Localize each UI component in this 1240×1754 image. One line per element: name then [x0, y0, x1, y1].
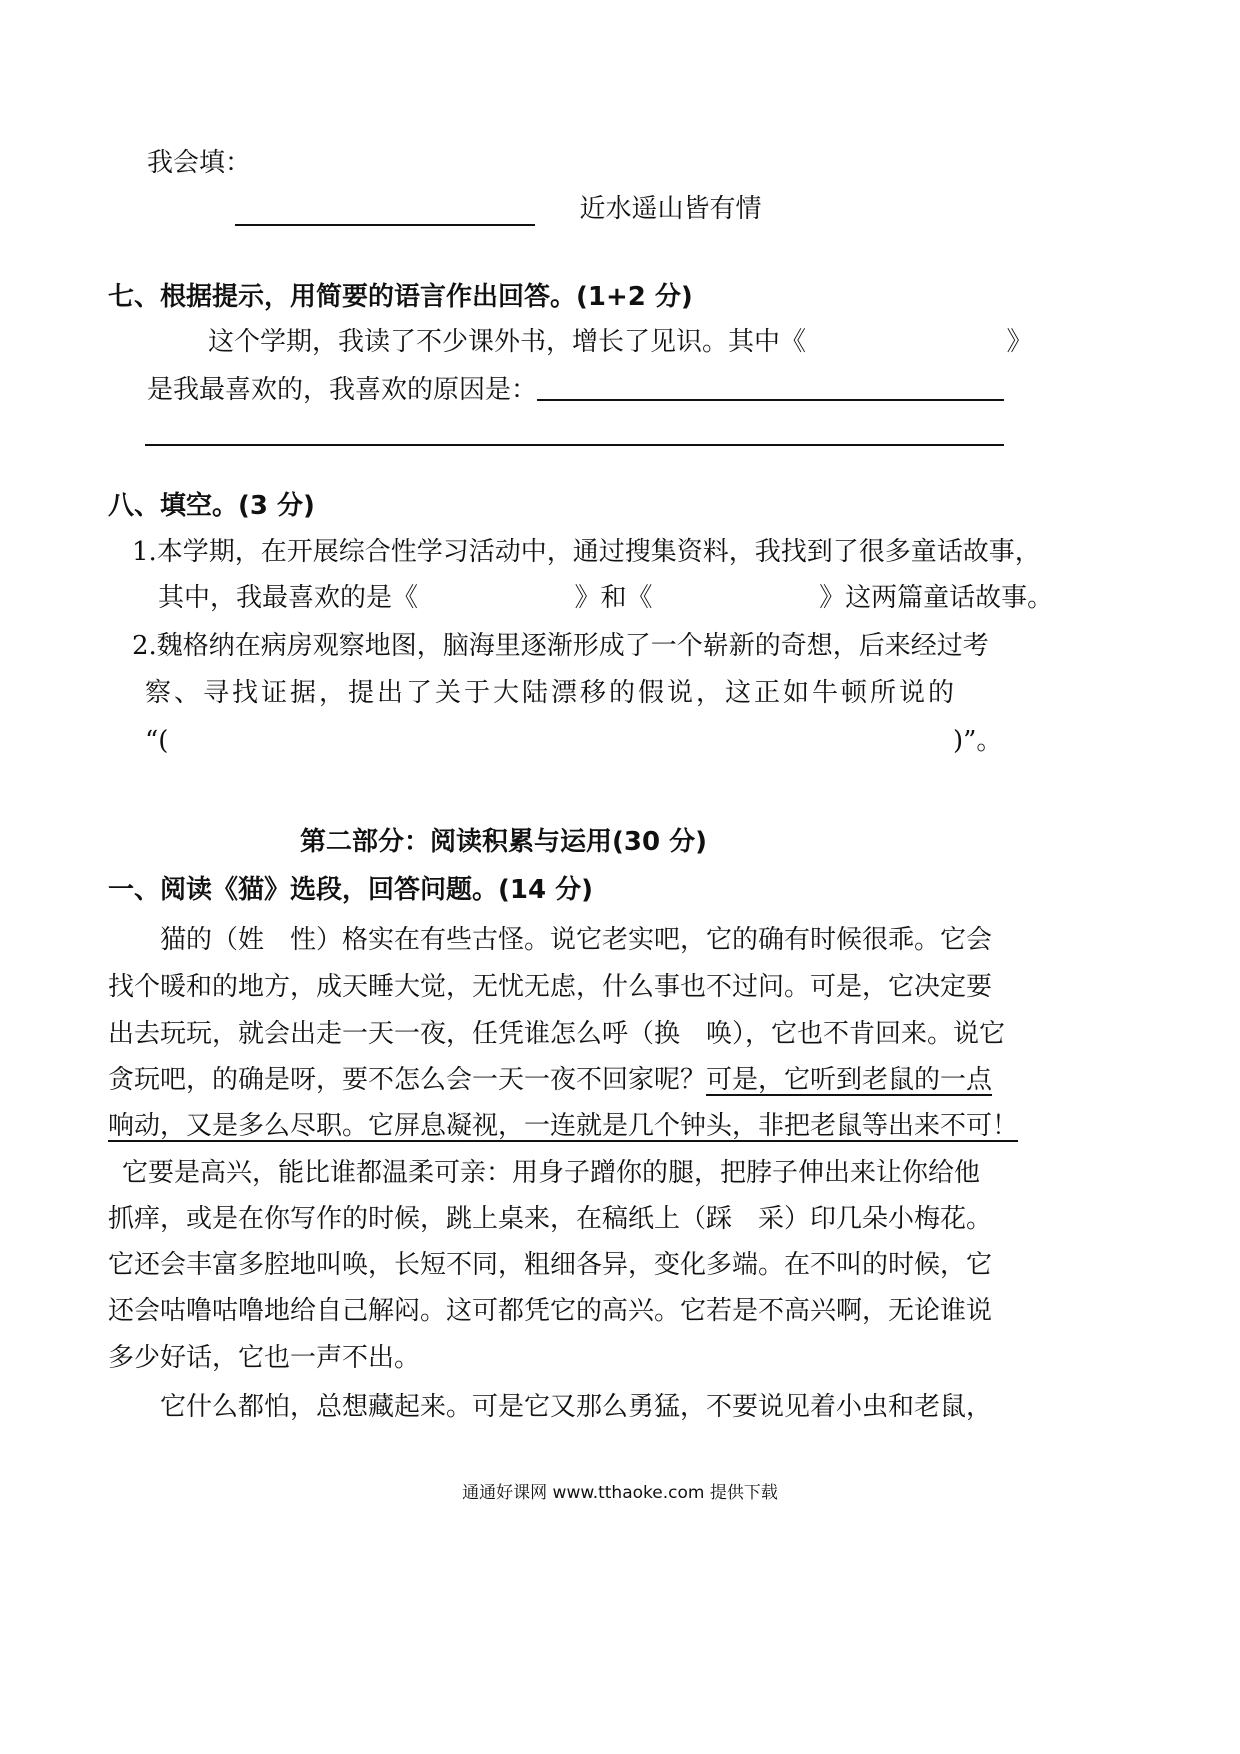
section7-heading: 七、根据提示，用简要的语言作出回答。(1+2 分)	[108, 282, 693, 312]
para2-line4: 还会咕噜咕噜地给自己解闷。这可都凭它的高兴。它若是不高兴啊，无论谁说	[108, 1296, 993, 1326]
section8-q1-line1: 1.本学期，在开展综合性学习活动中，通过搜集资料，我找到了很多童话故事，	[132, 537, 1041, 567]
section8-q1-text-b: 》和《	[574, 583, 653, 613]
reason-answer-line-2[interactable]	[145, 444, 1004, 446]
para2-line2: 抓痒，或是在你写作的时候，跳上桌来，在稿纸上（踩 采）印几朵小梅花。	[108, 1204, 993, 1234]
section8-q2-line3-close: )”。	[953, 726, 1003, 756]
para2-line3: 它还会丰富多腔地叫唤，长短不同，粗细各异，变化多端。在不叫的时候，它	[108, 1250, 993, 1280]
section8-q1-text-c: 》这两篇童话故事。	[819, 583, 1054, 613]
para1-line1: 猫的（姓 性）格实在有些古怪。说它老实吧，它的确有时候很乖。它会	[160, 925, 993, 955]
section7-line2	[147, 373, 537, 407]
section7-line2-text: 是我最喜欢的，我喜欢的原因是：	[147, 375, 538, 405]
para2-line5: 多少好话，它也一声不出。	[108, 1343, 421, 1373]
para2-line1: 它要是高兴，能比谁都温柔可亲：用身子蹭你的腿，把脖子伸出来让你给他	[122, 1158, 981, 1188]
proverb-second-half: 近水遥山皆有情	[579, 194, 762, 224]
para1-line4	[108, 1063, 992, 1097]
download-footer: 通通好课网 www.tthaoke.com 提供下载	[462, 1483, 778, 1503]
section8-q1-line2	[158, 581, 1053, 615]
section7-line1-text: 这个学期，我读了不少课外书，增长了见识。其中《	[208, 327, 807, 357]
para3-line1: 它什么都怕，总想藏起来。可是它又那么勇猛，不要说见着小虫和老鼠，	[160, 1392, 993, 1422]
proverb-line	[235, 192, 762, 226]
para1-line4-underlined: 可是，它听到老鼠的一点	[706, 1065, 993, 1095]
para1-line2: 找个暖和的地方，成天睡大觉，无忧无虑，什么事也不过问。可是，它决定要	[108, 972, 993, 1002]
reason-answer-line-1[interactable]	[537, 399, 1004, 401]
proverb-first-half-blank[interactable]	[235, 196, 535, 226]
section8-q2-line3-open: “(	[145, 726, 169, 756]
section8-heading: 八、填空。(3 分)	[108, 491, 315, 521]
para1-line4-plain: 贪玩吧，的确是呀，要不怎么会一天一夜不回家呢？	[108, 1065, 707, 1095]
part2-title: 第二部分：阅读积累与运用(30 分)	[300, 827, 707, 857]
newton-quote-blank[interactable]	[190, 724, 950, 758]
section8-q2-line1: 2.魏格纳在病房观察地图，脑海里逐渐形成了一个崭新的奇想，后来经过考	[132, 631, 989, 661]
fill-label: 我会填：	[147, 148, 252, 178]
para1-line3: 出去玩玩，就会出走一天一夜，任凭谁怎么呼（换 唤），它也不肯回来。说它	[108, 1019, 1006, 1049]
section7-line1-close: 》	[1006, 327, 1033, 357]
section8-q2-line2: 察、寻找证据，提出了关于大陆漂移的假说，这正如牛顿所说的	[145, 678, 958, 708]
para1-line5-underlined: 响动，又是多么尽职。它屏息凝视，一连就是几个钟头，非把老鼠等出来不可！	[108, 1111, 1019, 1141]
part2-section1-heading: 一、阅读《猫》选段，回答问题。(14 分)	[108, 875, 593, 905]
section7-line1	[208, 325, 1033, 359]
section8-q1-text-a: 其中，我最喜欢的是《	[158, 583, 419, 613]
